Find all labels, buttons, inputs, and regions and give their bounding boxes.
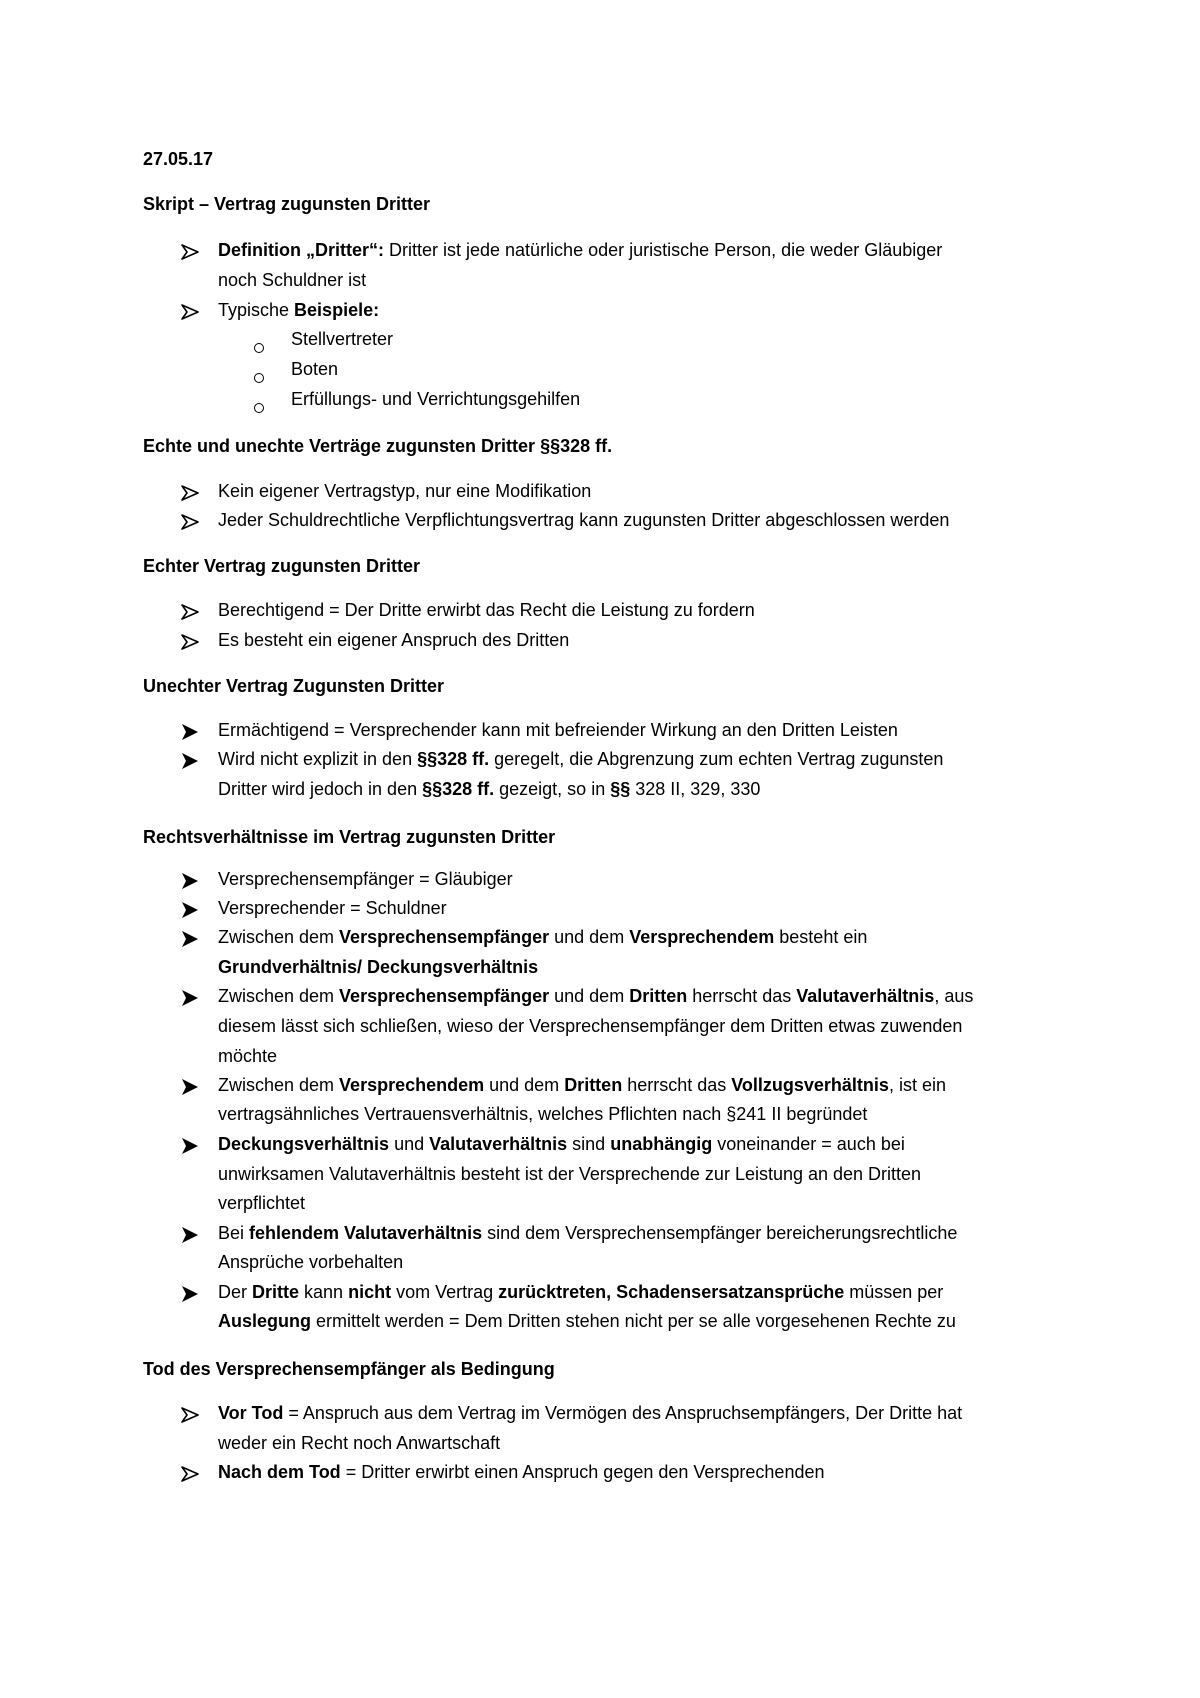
document-title: Skript – Vertrag zugunsten Dritter xyxy=(143,194,431,214)
list-item-cont: Auslegung ermittelt werden = Dem Dritten stehen nicht per se alle vorgesehenen Rechte zu xyxy=(218,1311,956,1331)
arrow-bullet-icon xyxy=(181,1137,199,1155)
list-item: Zwischen dem Versprechensempfänger und dem Dritten herrscht das Valutaverhältnis, aus xyxy=(218,986,974,1006)
list-item: Kein eigener Vertragstyp, nur eine Modifikation xyxy=(218,481,592,501)
definition-text-cont: noch Schuldner ist xyxy=(218,270,367,290)
section-heading: Rechtsverhältnisse im Vertrag zugunsten Dritter xyxy=(143,827,556,847)
list-item: Bei fehlendem Valutaverhältnis sind dem Versprechensempfänger bereicherungsrechtliche xyxy=(218,1223,958,1243)
list-item-cont: diesem lässt sich schließen, wieso der Versprechensempfänger dem Dritten etwas zuwenden xyxy=(218,1016,963,1036)
list-item: Berechtigend = Der Dritte erwirbt das Recht die Leistung zu fordern xyxy=(218,600,755,620)
list-item-cont: weder ein Recht noch Anwartschaft xyxy=(218,1433,501,1453)
definition-term: Definition „Dritter“: xyxy=(218,240,384,260)
list-item-cont: unwirksamen Valutaverhältnis besteht ist der Versprechende zur Leistung an den Dritten xyxy=(218,1164,922,1184)
list-item-beispiele: Typische Beispiele: xyxy=(218,300,380,320)
list-item: Versprechensempfänger = Gläubiger xyxy=(218,869,513,889)
section-heading: Tod des Versprechensempfänger als Bedingung xyxy=(143,1359,555,1379)
list-item: Zwischen dem Versprechensempfänger und dem Versprechendem besteht ein xyxy=(218,927,868,947)
arrow-bullet-icon xyxy=(181,484,199,502)
arrow-bullet-icon xyxy=(181,243,199,261)
arrow-bullet-icon xyxy=(181,752,199,770)
arrow-bullet-icon xyxy=(181,303,199,321)
section-heading: Echte und unechte Verträge zugunsten Dritter §§328 ff. xyxy=(143,436,613,456)
arrow-bullet-icon xyxy=(181,989,199,1007)
list-item: Deckungsverhältnis und Valutaverhältnis sind unabhängig voneinander = auch bei xyxy=(218,1134,905,1154)
arrow-bullet-icon xyxy=(181,1078,199,1096)
circle-bullet-icon xyxy=(254,403,264,413)
arrow-bullet-icon xyxy=(181,872,199,890)
arrow-bullet-icon xyxy=(181,1226,199,1244)
list-item: Versprechender = Schuldner xyxy=(218,898,447,918)
arrow-bullet-icon xyxy=(181,603,199,621)
document-date: 27.05.17 xyxy=(143,149,214,169)
definition-text: Dritter ist jede natürliche oder juristische Person, die weder Gläubiger xyxy=(384,240,943,260)
list-item: Es besteht ein eigener Anspruch des Dritten xyxy=(218,630,570,650)
arrow-bullet-icon xyxy=(181,723,199,741)
arrow-bullet-icon xyxy=(181,930,199,948)
list-item-cont: verpflichtet xyxy=(218,1193,306,1213)
list-item: Wird nicht explizit in den §§328 ff. geregelt, die Abgrenzung zum echten Vertrag zugunsten xyxy=(218,749,944,769)
arrow-bullet-icon xyxy=(181,513,199,531)
section-heading: Unechter Vertrag Zugunsten Dritter xyxy=(143,676,445,696)
arrow-bullet-icon xyxy=(181,1285,199,1303)
list-item-cont: Dritter wird jedoch in den §§328 ff. gezeigt, so in §§ 328 II, 329, 330 xyxy=(218,779,761,799)
list-item-definition xyxy=(218,239,942,261)
list-item: Nach dem Tod = Dritter erwirbt einen Anspruch gegen den Versprechenden xyxy=(218,1462,825,1482)
list-item: Vor Tod = Anspruch aus dem Vertrag im Vermögen des Anspruchsempfängers, Der Dritte hat xyxy=(218,1403,963,1423)
list-item-cont: möchte xyxy=(218,1046,278,1066)
section-heading: Echter Vertrag zugunsten Dritter xyxy=(143,556,421,576)
arrow-bullet-icon xyxy=(181,633,199,651)
sublist-item: Boten xyxy=(291,359,339,379)
sublist-item: Erfüllungs- und Verrichtungsgehilfen xyxy=(291,389,581,409)
list-item: Jeder Schuldrechtliche Verpflichtungsvertrag kann zugunsten Dritter abgeschlossen werden xyxy=(218,510,950,530)
list-item: Ermächtigend = Versprechender kann mit befreiender Wirkung an den Dritten Leisten xyxy=(218,720,898,740)
arrow-bullet-icon xyxy=(181,901,199,919)
list-item: Der Dritte kann nicht vom Vertrag zurücktreten, Schadensersatzansprüche müssen per xyxy=(218,1282,944,1302)
sublist-item: Stellvertreter xyxy=(291,329,394,349)
list-item-cont: Ansprüche vorbehalten xyxy=(218,1252,404,1272)
list-item-cont: vertragsähnliches Vertrauensverhältnis, welches Pflichten nach §241 II begründet xyxy=(218,1104,868,1124)
circle-bullet-icon xyxy=(254,373,264,383)
list-item-cont: Grundverhältnis/ Deckungsverhältnis xyxy=(218,957,539,977)
list-item: Zwischen dem Versprechendem und dem Dritten herrscht das Vollzugsverhältnis, ist ein xyxy=(218,1075,946,1095)
circle-bullet-icon xyxy=(254,343,264,353)
arrow-bullet-icon xyxy=(181,1465,199,1483)
arrow-bullet-icon xyxy=(181,1406,199,1424)
